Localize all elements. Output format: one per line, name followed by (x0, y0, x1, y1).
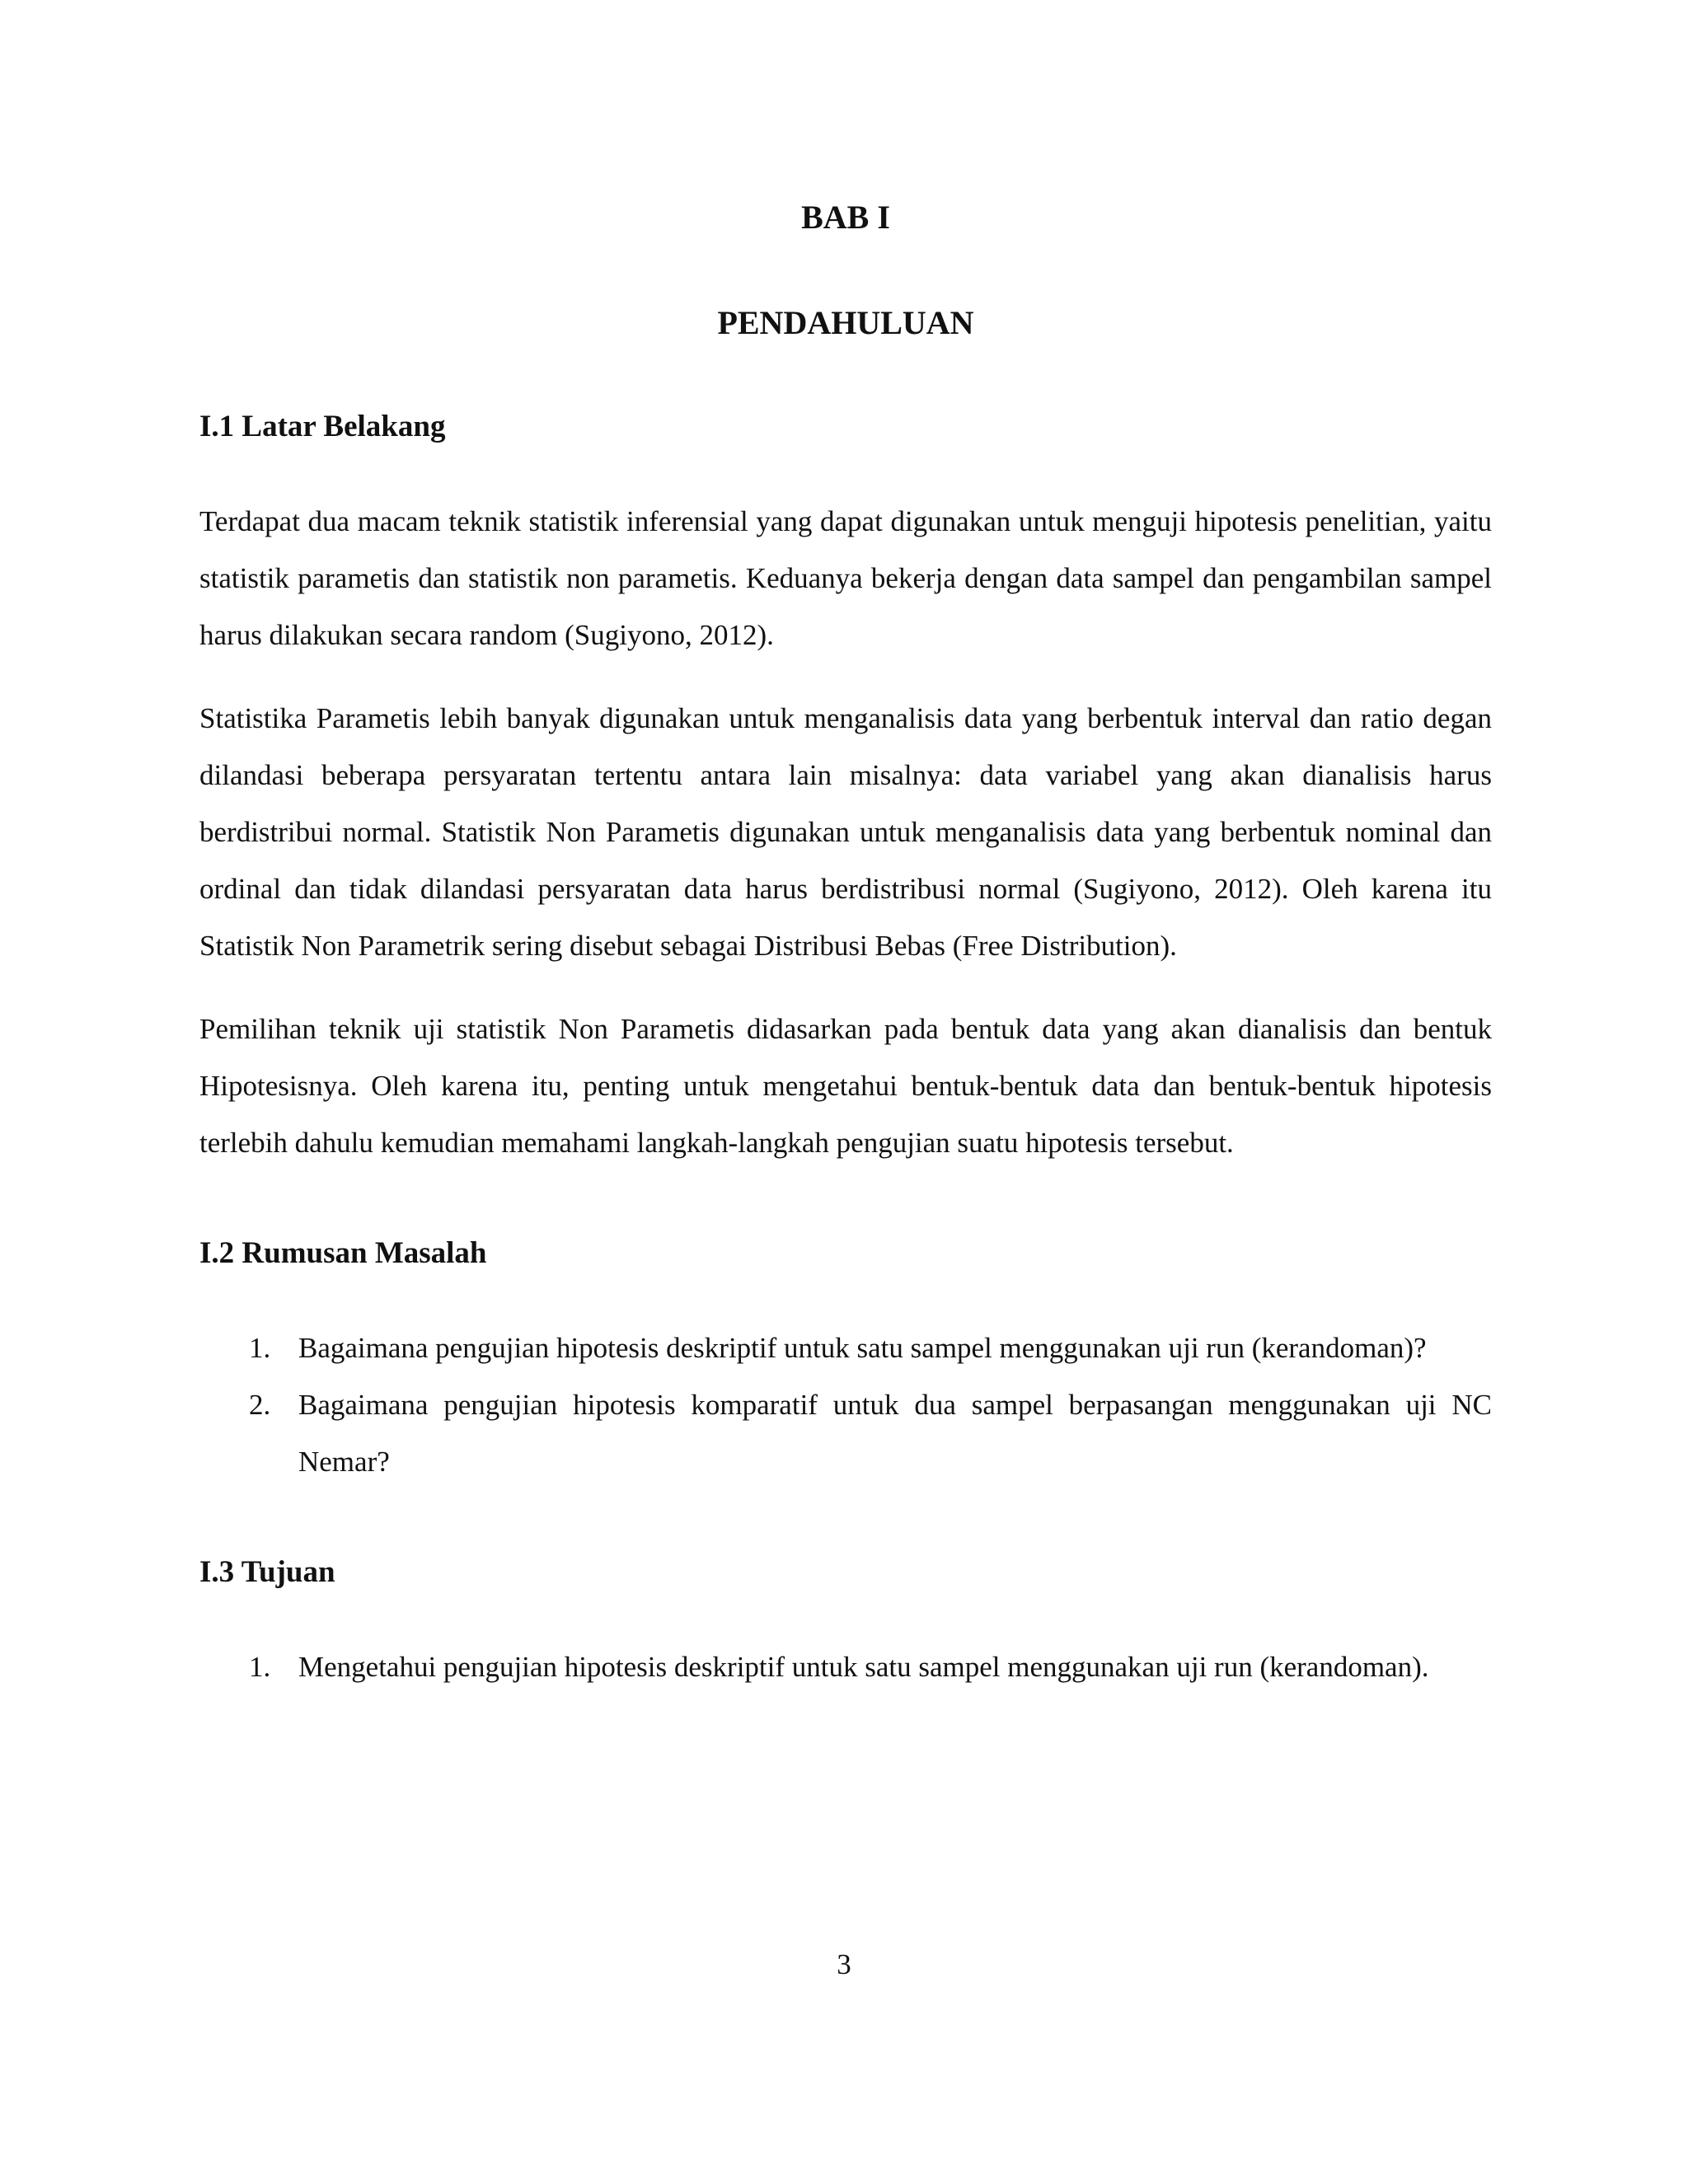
paragraph-latar-belakang-2: Statistika Parametis lebih banyak digunakan untuk menganalisis data yang berbentuk interval dan ratio degan dilandasi beberapa persyaratan tertentu antara lain misalnya: data variabel yang akan dianalisis harus berdistribui normal. Statistik Non Parametis digunakan untuk menganalisis data yang berbentuk nominal dan ordinal dan tidak dilandasi persyaratan data harus berdistribusi normal (Sugiyono, 2012). Oleh karena itu Statistik Non Parametrik sering disebut sebagai Distribusi Bebas (Free Distribution). (199, 702, 1492, 962)
section-heading-latar-belakang: I.1 Latar Belakang (199, 410, 446, 443)
list-item-number: 1. (249, 1332, 271, 1364)
chapter-subtitle: PENDAHULUAN (717, 304, 974, 341)
section-heading-rumusan-masalah: I.2 Rumusan Masalah (199, 1236, 487, 1270)
page-number: 3 (837, 1948, 851, 1980)
page-content (199, 196, 1492, 1695)
list-item-number: 1. (249, 1651, 271, 1683)
list-item (199, 1319, 1492, 1376)
section-heading-tujuan: I.3 Tujuan (199, 1555, 335, 1589)
list-item (199, 1638, 1492, 1695)
rumusan-masalah-list (199, 1319, 1492, 1490)
list-item-number: 2. (249, 1389, 271, 1421)
tujuan-list (199, 1638, 1492, 1695)
paragraph-latar-belakang-1: Terdapat dua macam teknik statistik inferensial yang dapat digunakan untuk menguji hipotesis penelitian, yaitu statistik parametis dan statistik non parametis. Keduanya bekerja dengan data sampel dan pengambilan sampel harus dilakukan secara random (Sugiyono, 2012). (199, 505, 1492, 651)
list-item-text: Mengetahui pengujian hipotesis deskriptif untuk satu sampel menggunakan uji run (kerandoman). (298, 1651, 1429, 1683)
paragraph-latar-belakang-3: Pemilihan teknik uji statistik Non Parametis didasarkan pada bentuk data yang akan dianalisis dan bentuk Hipotesisnya. Oleh karena itu, penting untuk mengetahui bentuk-bentuk data dan bentuk-bentuk hipotesis terlebih dahulu kemudian memahami langkah-langkah pengujian suatu hipotesis tersebut. (199, 1013, 1492, 1159)
list-item (199, 1376, 1492, 1490)
list-item-text: Bagaimana pengujian hipotesis komparatif untuk dua sampel berpasangan menggunakan uji NC Nemar? (298, 1389, 1492, 1478)
chapter-title: BAB I (801, 199, 890, 236)
list-item-text: Bagaimana pengujian hipotesis deskriptif untuk satu sampel menggunakan uji run (kerandoman)? (298, 1332, 1427, 1364)
